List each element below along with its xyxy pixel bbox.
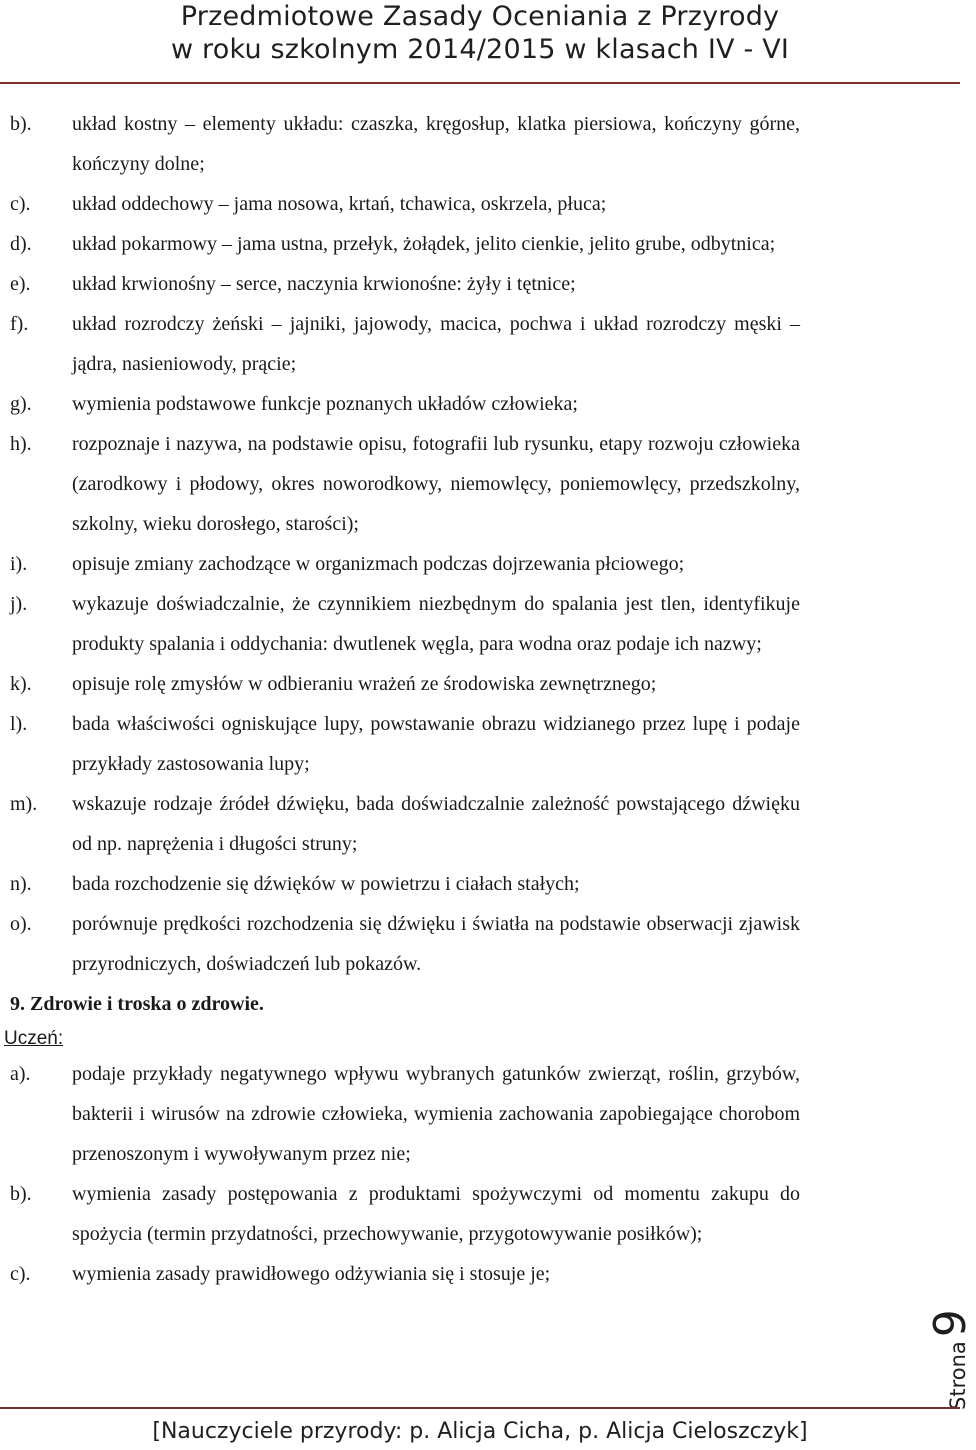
list-item-text: podaje przykłady negatywnego wpływu wybranych gatunków zwierząt, roślin, grzybów, bakterii i wirusów na zdrowie człowieka, wymienia zachowania zapobiegające chorobom przenoszonym i wywoływanym przez nie; bbox=[72, 1063, 800, 1165]
list-item-label: o). bbox=[10, 913, 32, 935]
list-item bbox=[10, 704, 800, 784]
list-item-text: wykazuje doświadczalnie, że czynnikiem niezbędnym do spalania jest tlen, identyfikuje produkty spalania i oddychania: dwutlenek węgla, para wodna oraz podaje ich nazwy; bbox=[72, 593, 800, 655]
list-item-text: wymienia zasady prawidłowego odżywiania się i stosuje je; bbox=[72, 1263, 551, 1285]
list-item-text: układ rozrodczy żeński – jajniki, jajowody, macica, pochwa i układ rozrodczy męski – jądra, nasieniowody, prącie; bbox=[72, 313, 800, 375]
list-item-label: b). bbox=[10, 1183, 32, 1205]
list-item bbox=[10, 424, 800, 544]
list-item bbox=[10, 384, 800, 424]
document-body bbox=[4, 104, 800, 1294]
list-item-text: porównuje prędkości rozchodzenia się dźwięku i światła na podstawie obserwacji zjawisk przyrodniczych, doświadczeń lub pokazów. bbox=[72, 913, 800, 975]
list-item-label: j). bbox=[10, 593, 28, 615]
list-item bbox=[10, 264, 800, 304]
list-item bbox=[10, 864, 800, 904]
list-item-text: bada właściwości ogniskujące lupy, powstawanie obrazu widzianego przez lupę i podaje przykłady zastosowania lupy; bbox=[72, 713, 800, 775]
list-item-label: b). bbox=[10, 113, 32, 135]
list-item-label: k). bbox=[10, 673, 32, 695]
page-header bbox=[0, 0, 960, 72]
section-subheading: Uczeń: bbox=[4, 1028, 64, 1049]
list-item-text: układ kostny – elementy układu: czaszka, kręgosłup, klatka piersiowa, kończyny górne, kończyny dolne; bbox=[72, 113, 800, 175]
list-item-text: układ pokarmowy – jama ustna, przełyk, żołądek, jelito cienkie, jelito grube, odbytnica; bbox=[72, 233, 776, 255]
page-label: Strona bbox=[946, 1341, 970, 1410]
list-item bbox=[10, 224, 800, 264]
list-item-text: wskazuje rodzaje źródeł dźwięku, bada doświadczalnie zależność powstającego dźwięku od np. naprężenia i długości struny; bbox=[72, 793, 800, 855]
list-item bbox=[10, 304, 800, 384]
list-item-text: układ krwionośny – serce, naczynia krwionośne: żyły i tętnice; bbox=[72, 273, 576, 295]
list-item-label: m). bbox=[10, 793, 38, 815]
list-item bbox=[10, 544, 800, 584]
list-item bbox=[10, 904, 800, 984]
list-item-label: h). bbox=[10, 433, 32, 455]
objectives-list-section-8 bbox=[10, 104, 800, 984]
header-divider bbox=[0, 82, 960, 84]
list-item-label: g). bbox=[10, 393, 32, 415]
list-item-text: opisuje zmiany zachodzące w organizmach podczas dojrzewania płciowego; bbox=[72, 553, 685, 575]
list-item-label: n). bbox=[10, 873, 32, 895]
list-item bbox=[10, 784, 800, 864]
list-item bbox=[10, 584, 800, 664]
footer-divider bbox=[0, 1407, 960, 1409]
list-item-text: wymienia podstawowe funkcje poznanych układów człowieka; bbox=[72, 393, 578, 415]
list-item-text: układ oddechowy – jama nosowa, krtań, tchawica, oskrzela, płuca; bbox=[72, 193, 607, 215]
list-item bbox=[10, 664, 800, 704]
list-item bbox=[10, 184, 800, 224]
list-item-text: opisuje rolę zmysłów w odbieraniu wrażeń ze środowiska zewnętrznego; bbox=[72, 673, 657, 695]
page-number-margin bbox=[905, 1300, 976, 1420]
list-item-text: rozpoznaje i nazywa, na podstawie opisu, fotografii lub rysunku, etapy rozwoju człowieka (zarodkowy i płodowy, okres noworodkowy, niemowlęcy, poniemowlęcy, przedszkolny, szkolny, wieku dorosłego, starości); bbox=[72, 433, 800, 535]
list-item bbox=[10, 104, 800, 184]
list-item-label: l). bbox=[10, 713, 28, 735]
list-item-label: i). bbox=[10, 553, 28, 575]
list-item bbox=[10, 1174, 800, 1254]
list-item-label: f). bbox=[10, 313, 29, 335]
list-item-text: wymienia zasady postępowania z produktami spożywczymi od momentu zakupu do spożycia (termin przydatności, przechowywanie, przygotowywanie posiłków); bbox=[72, 1183, 800, 1245]
objectives-list-section-9 bbox=[10, 1054, 800, 1294]
list-item-label: e). bbox=[10, 273, 31, 295]
header-title-line-2: w roku szkolnym 2014/2015 w klasach IV - VI bbox=[170, 34, 790, 65]
list-item-text: bada rozchodzenie się dźwięków w powietrzu i ciałach stałych; bbox=[72, 873, 580, 895]
list-item-label: d). bbox=[10, 233, 32, 255]
list-item bbox=[10, 1254, 800, 1294]
list-item-label: a). bbox=[10, 1063, 31, 1085]
list-item bbox=[10, 1054, 800, 1174]
page-number-block bbox=[925, 1309, 976, 1410]
section-heading: 9. Zdrowie i troska o zdrowie. bbox=[10, 993, 264, 1015]
list-item-label: c). bbox=[10, 193, 31, 215]
page-number: 9 bbox=[925, 1309, 976, 1338]
list-item-label: c). bbox=[10, 1263, 31, 1285]
header-title-line-1: Przedmiotowe Zasady Oceniania z Przyrody bbox=[180, 1, 780, 32]
page-footer: [Nauczyciele przyrody: p. Alicja Cicha, p. Alicja Cieloszczyk] bbox=[152, 1419, 808, 1444]
